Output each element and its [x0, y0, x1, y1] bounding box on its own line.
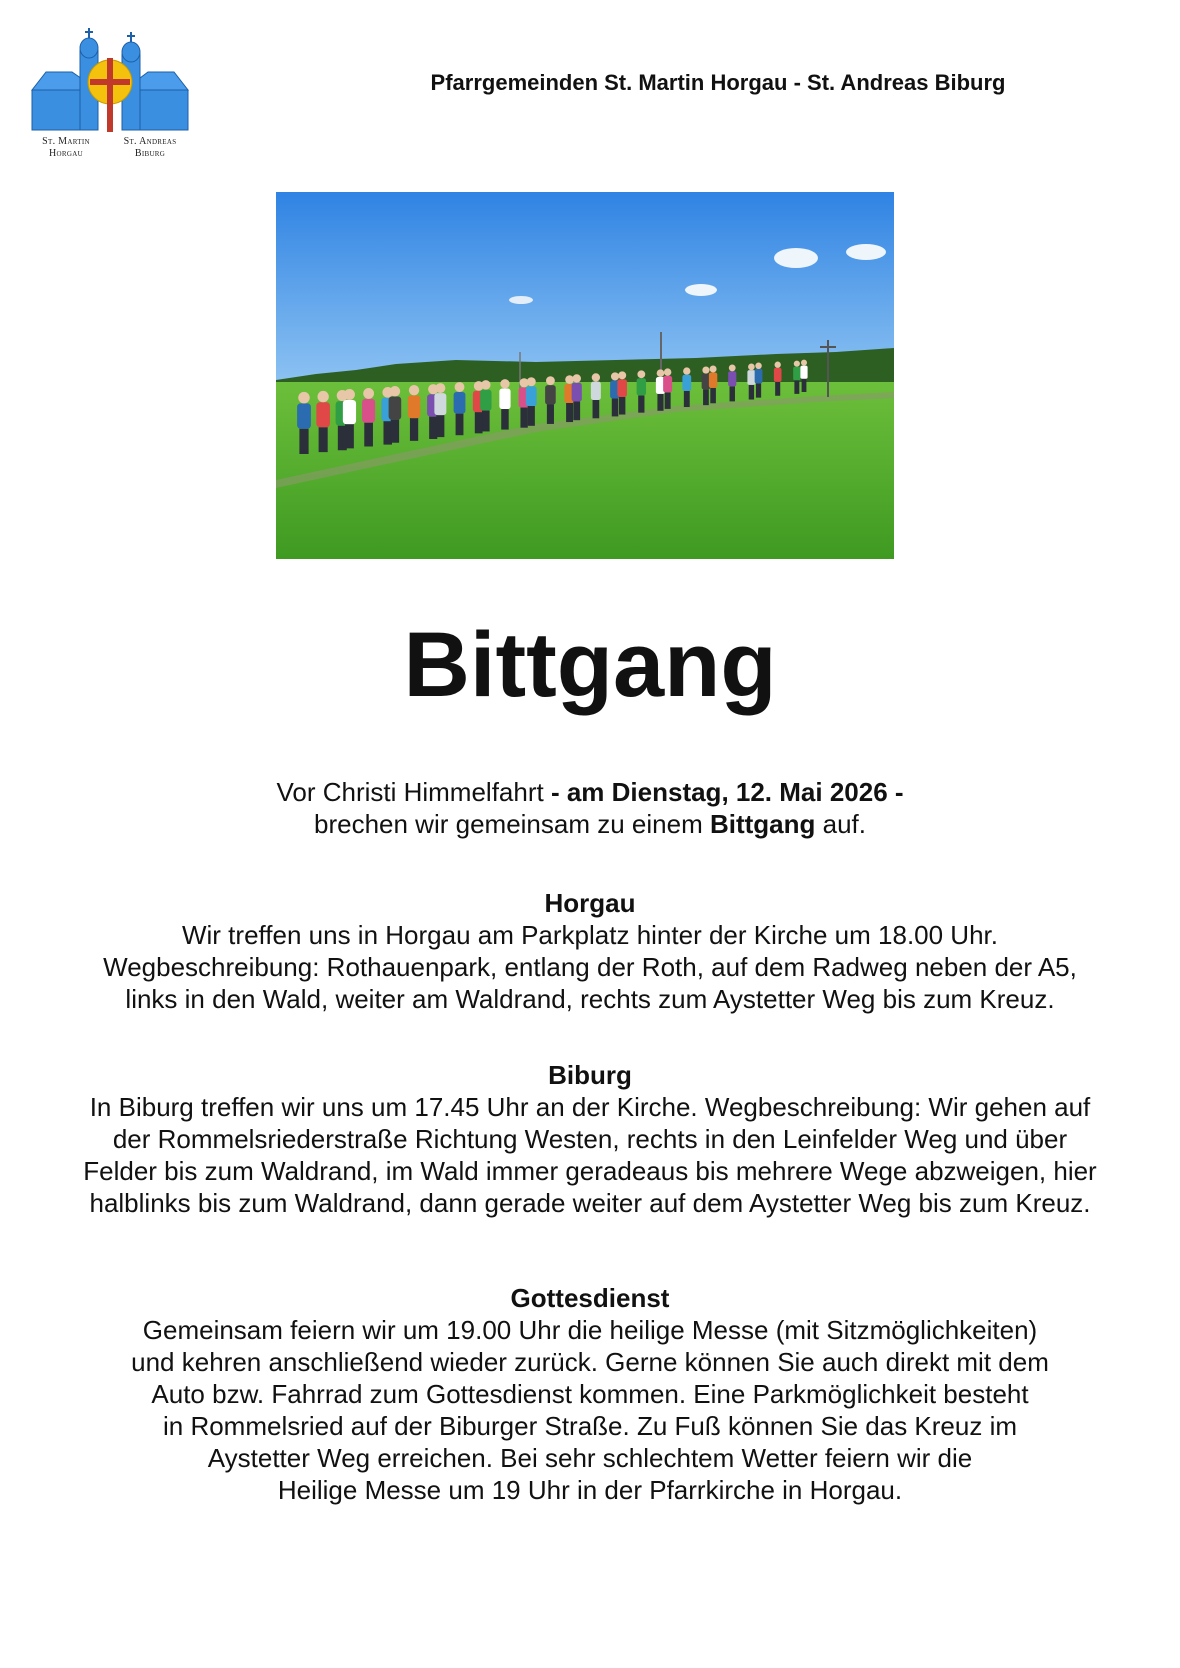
section-line: Felder bis zum Waldrand, im Wald immer geradeaus bis mehrere Wege abzweigen, hier [83, 1156, 1097, 1186]
intro-line-2: brechen wir gemeinsam zu einem Bittgang auf. [314, 809, 866, 839]
section-heading: Biburg [548, 1060, 632, 1090]
section-biburg [40, 1059, 1140, 1219]
section-line: in Rommelsried auf der Biburger Straße. Zu Fuß können Sie das Kreuz im [162, 1411, 1018, 1441]
section-horgau [40, 887, 1140, 1015]
section-line: Wir treffen uns in Horgau am Parkplatz hinter der Kirche um 18.00 Uhr. [181, 920, 998, 950]
section-heading: Horgau [544, 888, 636, 918]
procession-image [276, 192, 894, 559]
section-line: Auto bzw. Fahrrad zum Gottesdienst kommen. Eine Parkmöglichkeit besteht [151, 1379, 1029, 1409]
section-line: der Rommelsriederstraße Richtung Westen, rechts in den Leinfelder Weg und über [112, 1124, 1068, 1154]
logo-caption-right: St. Andreas Biburg [123, 136, 177, 159]
section-line: Wegbeschreibung: Rothauenpark, entlang der Roth, auf dem Radweg neben der A5, [103, 952, 1077, 982]
section-line: In Biburg treffen wir uns um 17.45 Uhr an der Kirche. Wegbeschreibung: Wir gehen auf [89, 1092, 1091, 1122]
logo-caption-left: St. Martin Horgau [42, 136, 90, 159]
parish-logo [28, 24, 192, 170]
intro-line-1: Vor Christi Himmelfahrt - am Dienstag, 12. Mai 2026 - [276, 777, 904, 807]
church-logo-icon [28, 24, 192, 136]
section-line: Heilige Messe um 19 Uhr in der Pfarrkirche in Horgau. [277, 1475, 903, 1505]
section-line: und kehren anschließend wieder zurück. Gerne können Sie auch direkt mit dem [131, 1347, 1049, 1377]
section-line: halblinks bis zum Waldrand, dann gerade weiter auf dem Aystetter Weg bis zum Kreuz. [89, 1188, 1091, 1218]
intro-text [0, 776, 1180, 840]
section-heading: Gottesdienst [510, 1283, 670, 1313]
section-line: links in den Wald, weiter am Waldrand, rechts zum Aystetter Weg bis zum Kreuz. [125, 984, 1055, 1014]
page-title: Bittgang [403, 614, 777, 716]
section-line: Aystetter Weg erreichen. Bei sehr schlechtem Wetter feiern wir die [207, 1443, 973, 1473]
section-line: Gemeinsam feiern wir um 19.00 Uhr die heilige Messe (mit Sitzmöglichkeiten) [142, 1315, 1038, 1345]
section-gottesdienst [40, 1282, 1140, 1506]
page-header: Pfarrgemeinden St. Martin Horgau - St. Andreas Biburg [430, 70, 1006, 95]
procession-photo [276, 192, 894, 559]
